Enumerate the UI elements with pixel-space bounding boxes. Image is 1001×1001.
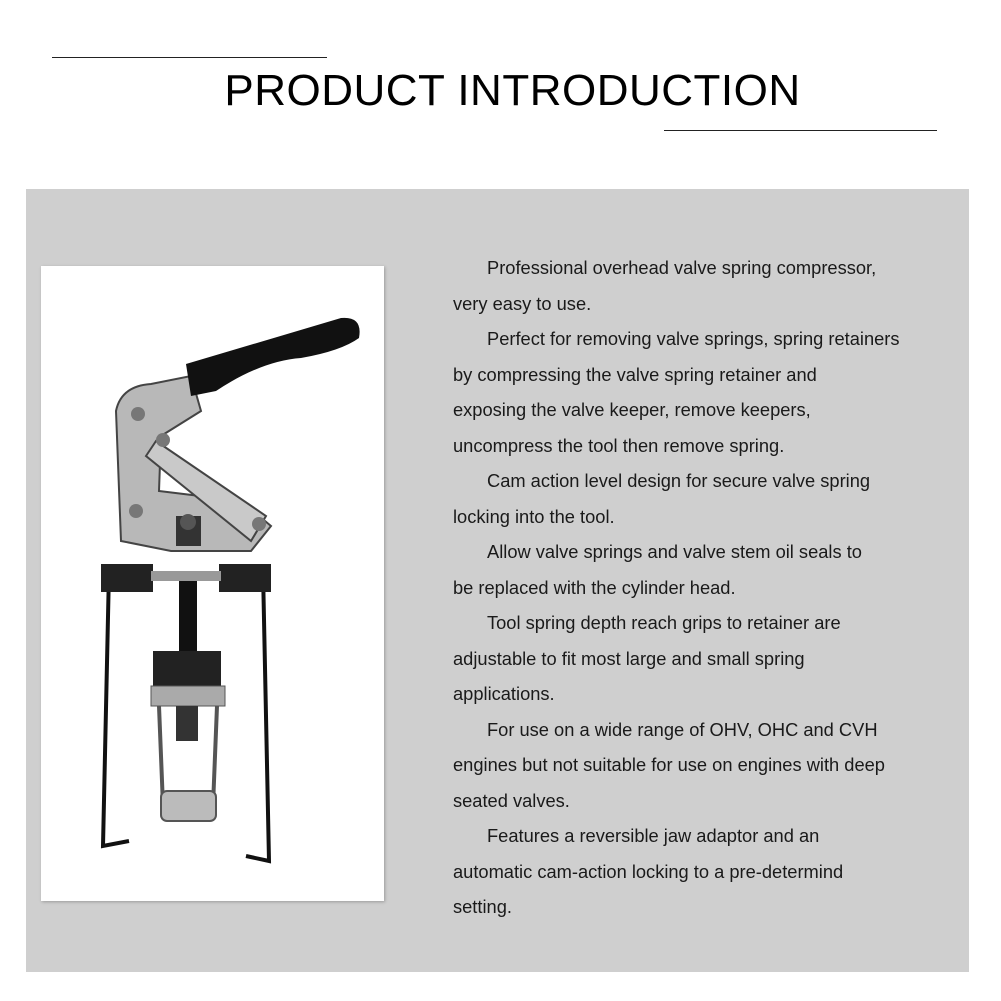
paragraph <box>453 250 963 321</box>
desc-line: Professional overhead valve spring compressor, <box>487 257 877 278</box>
desc-line: applications. <box>453 683 555 704</box>
desc-line: Cam action level design for secure valve spring <box>487 470 871 491</box>
desc-line: For use on a wide range of OHV, OHC and CVH <box>487 718 878 740</box>
desc-line: locking into the tool. <box>453 505 615 527</box>
desc-line: Perfect for removing valve springs, spring retainers <box>487 328 900 349</box>
desc-line: Tool spring depth reach grips to retainer are <box>487 612 841 633</box>
desc-line: engines but not suitable for use on engines with deep <box>453 754 885 775</box>
paragraph <box>453 712 963 819</box>
title-rule-top <box>52 57 327 58</box>
page-title: PRODUCT INTRODUCTION <box>224 66 801 115</box>
desc-line: automatic cam-action locking to a pre-determind <box>453 860 844 882</box>
desc-line: adjustable to fit most large and small spring <box>453 647 805 669</box>
desc-line: setting. <box>453 896 512 917</box>
paragraph <box>453 818 963 925</box>
desc-line: seated valves. <box>453 789 570 811</box>
desc-line: exposing the valve keeper, remove keepers, <box>453 399 811 420</box>
product-image <box>41 266 384 901</box>
valve-spring-compressor-illustration <box>41 266 384 901</box>
desc-line: uncompress the tool then remove spring. <box>453 434 785 456</box>
desc-line: be replaced with the cylinder head. <box>453 576 736 598</box>
title-rule-bottom <box>664 130 937 131</box>
paragraph <box>453 534 963 605</box>
paragraph <box>453 321 963 463</box>
desc-line: Allow valve springs and valve stem oil seals to <box>487 541 862 562</box>
desc-line: very easy to use. <box>453 292 592 314</box>
desc-line: Features a reversible jaw adaptor and an <box>487 825 820 846</box>
paragraph <box>453 463 963 534</box>
product-description <box>453 250 963 925</box>
paragraph <box>453 605 963 712</box>
desc-line: by compressing the valve spring retainer and <box>453 363 817 385</box>
